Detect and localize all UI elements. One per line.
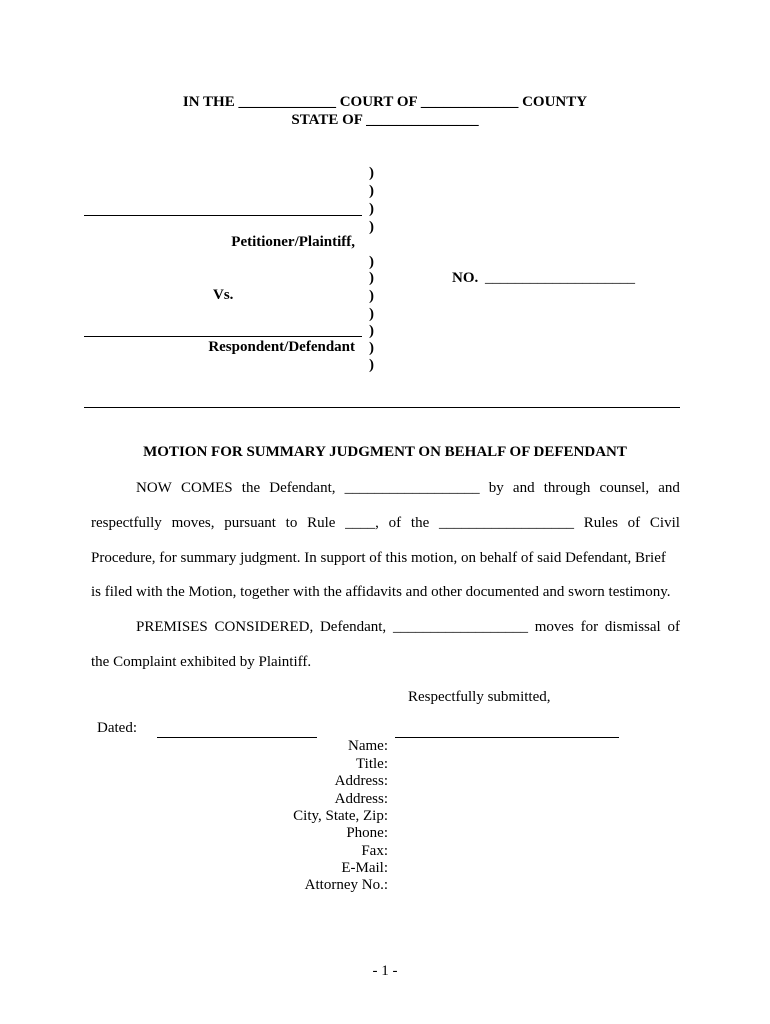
word: of — [627, 515, 641, 531]
petitioner-label: Petitioner/Plaintiff, — [231, 234, 355, 250]
signature-field-label: Attorney No.: — [304, 877, 388, 893]
word: __________________ — [439, 515, 574, 531]
word: and — [512, 480, 535, 496]
word: __________________ — [392, 619, 528, 635]
paragraph-1-line-4: is filed with the Motion, together with the affidavits and other documented and sworn testimony. — [91, 584, 671, 600]
paragraph-1-line-2 — [91, 515, 680, 532]
caption-paren: ) — [369, 183, 374, 199]
word: Civil — [649, 515, 680, 531]
word: to — [285, 515, 298, 531]
word: of — [667, 619, 680, 635]
word: moves, — [171, 515, 215, 531]
attorney-signature-line — [395, 737, 619, 738]
word: NOW — [136, 480, 172, 496]
word: ____, — [345, 515, 379, 531]
word: the — [410, 515, 430, 531]
word: by — [488, 480, 504, 496]
dated-label: Dated: — [97, 720, 137, 736]
word: for — [580, 619, 599, 635]
petitioner-name-line — [84, 215, 362, 216]
caption-paren: ) — [369, 306, 374, 322]
court-header-line1: IN THE _____________ COURT OF _____________ COUNTY — [182, 94, 588, 110]
caption-paren: ) — [369, 201, 374, 217]
word: __________________ — [344, 480, 480, 496]
signature-field-label: Phone: — [346, 825, 388, 841]
respondent-name-line — [84, 336, 362, 337]
word: COMES — [180, 480, 233, 496]
paragraph-1-line-1 — [136, 480, 680, 497]
word: through — [543, 480, 591, 496]
closing-respectfully-submitted: Respectfully submitted, — [408, 689, 551, 705]
court-header-line2: STATE OF _______________ — [291, 112, 479, 128]
signature-field-label: City, State, Zip: — [293, 808, 388, 824]
paragraph-2-line-2: the Complaint exhibited by Plaintiff. — [91, 654, 312, 670]
signature-field-label: E-Mail: — [341, 860, 388, 876]
paragraph-1-line-3: Procedure, for summary judgment. In support of this motion, on behalf of said Defendant, Brief — [91, 550, 666, 566]
caption-paren: ) — [369, 165, 374, 181]
word: of — [388, 515, 402, 531]
vs-label: Vs. — [213, 287, 234, 303]
word: Defendant, — [269, 480, 336, 496]
word: respectfully — [91, 515, 162, 531]
case-number-label: NO. — [452, 270, 479, 286]
word: and — [658, 480, 680, 496]
page-number: - 1 - — [372, 963, 398, 979]
caption-paren: ) — [369, 254, 374, 270]
signature-field-label: Title: — [356, 756, 388, 772]
respondent-label: Respondent/Defendant — [208, 339, 355, 355]
word: Rule — [307, 515, 336, 531]
paragraph-2-line-1 — [136, 619, 680, 636]
word: counsel, — [599, 480, 650, 496]
word: pursuant — [224, 515, 276, 531]
caption-paren: ) — [369, 323, 374, 339]
signature-field-label: Address: — [334, 791, 388, 807]
word: Defendant, — [319, 619, 387, 635]
caption-paren: ) — [369, 270, 374, 286]
caption-paren: ) — [369, 340, 374, 356]
signature-field-label: Name: — [348, 738, 388, 754]
word: moves — [534, 619, 574, 635]
motion-title: MOTION FOR SUMMARY JUDGMENT ON BEHALF OF DEFENDANT — [143, 444, 627, 460]
caption-paren: ) — [369, 219, 374, 235]
caption-paren: ) — [369, 288, 374, 304]
word: PREMISES — [136, 619, 208, 635]
signature-field-label: Fax: — [361, 843, 388, 859]
word: CONSIDERED, — [214, 619, 314, 635]
caption-paren: ) — [369, 357, 374, 373]
caption-separator — [84, 407, 680, 408]
word: dismissal — [604, 619, 661, 635]
word: the — [241, 480, 261, 496]
word: Rules — [583, 515, 618, 531]
case-number-blank: ____________________ — [485, 270, 635, 286]
signature-field-label: Address: — [334, 773, 388, 789]
